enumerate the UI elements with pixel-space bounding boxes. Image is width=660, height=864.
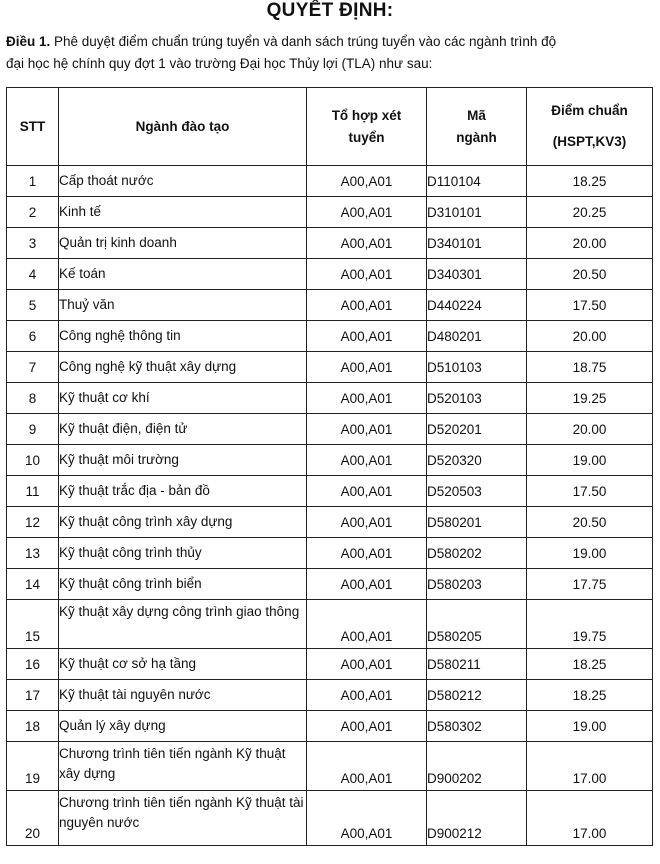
article-line-1 [6,31,660,53]
cell-stt: 17 [7,680,59,711]
table-row [7,476,653,507]
table-row [7,445,653,476]
cell-combo: A00,A01 [307,680,427,711]
table-row [7,166,653,197]
cell-score: 18.25 [527,680,653,711]
table-row [7,414,653,445]
header-major: Ngành đào tạo [59,88,307,166]
cell-stt: 5 [7,290,59,321]
cell-stt: 4 [7,259,59,290]
cell-score: 17.50 [527,290,653,321]
header-code [427,88,527,166]
table-row [7,742,653,791]
table-row [7,259,653,290]
cell-stt: 9 [7,414,59,445]
cell-stt: 14 [7,569,59,600]
table-row [7,507,653,538]
cell-score: 18.75 [527,352,653,383]
header-score [527,88,653,166]
cell-code: D520320 [427,445,527,476]
cell-combo: A00,A01 [307,383,427,414]
table-header-row [7,88,653,166]
cell-score: 19.00 [527,445,653,476]
cell-combo: A00,A01 [307,352,427,383]
cell-combo: A00,A01 [307,649,427,680]
cell-stt: 19 [7,742,59,791]
cell-score: 20.00 [527,321,653,352]
header-combo [307,88,427,166]
cell-code: D510103 [427,352,527,383]
cell-code: D520103 [427,383,527,414]
table-row [7,569,653,600]
table-row [7,680,653,711]
table-row [7,600,653,649]
cell-code: D900212 [427,791,527,846]
cell-major: Chương trình tiên tiến ngành Kỹ thuật xây dựng [59,742,307,791]
cell-major: Kỹ thuật công trình xây dựng [59,507,307,538]
cell-code: D340101 [427,228,527,259]
cell-combo: A00,A01 [307,476,427,507]
cell-stt: 18 [7,711,59,742]
table-row [7,290,653,321]
cell-stt: 15 [7,600,59,649]
cell-major: Kỹ thuật công trình biển [59,569,307,600]
cell-score: 20.50 [527,259,653,290]
article-text-1: Phê duyệt điểm chuẩn trúng tuyển và danh sách trúng tuyển vào các ngành trình độ [50,34,557,49]
cell-combo: A00,A01 [307,228,427,259]
header-combo-line2: tuyển [348,129,385,145]
cell-code: D520503 [427,476,527,507]
cell-combo: A00,A01 [307,569,427,600]
cell-score: 17.00 [527,742,653,791]
table-row [7,791,653,846]
cell-score: 19.25 [527,383,653,414]
cell-major: Quản trị kinh doanh [59,228,307,259]
cell-stt: 8 [7,383,59,414]
cell-score: 19.00 [527,538,653,569]
cell-code: D900202 [427,742,527,791]
cell-score: 17.00 [527,791,653,846]
cell-stt: 12 [7,507,59,538]
cell-code: D440224 [427,290,527,321]
cell-major: Kỹ thuật trắc địa - bản đồ [59,476,307,507]
cell-combo: A00,A01 [307,742,427,791]
cell-combo: A00,A01 [307,414,427,445]
table-body [7,166,653,846]
cell-major: Kỹ thuật cơ khí [59,383,307,414]
cell-stt: 11 [7,476,59,507]
cell-major: Thuỷ văn [59,290,307,321]
cell-stt: 3 [7,228,59,259]
cell-major: Kỹ thuật môi trường [59,445,307,476]
cell-code: D580205 [427,600,527,649]
admission-score-table [6,87,653,846]
cell-code: D580203 [427,569,527,600]
cell-stt: 7 [7,352,59,383]
cell-combo: A00,A01 [307,791,427,846]
article-label: Điều 1. [6,34,51,49]
cell-combo: A00,A01 [307,600,427,649]
table-row [7,321,653,352]
cell-major: Kỹ thuật công trình thủy [59,538,307,569]
header-code-line1: Mã [467,107,486,123]
cell-stt: 20 [7,791,59,846]
table-row [7,538,653,569]
cell-major: Quản lý xây dựng [59,711,307,742]
cell-code: D580202 [427,538,527,569]
page-title: QUYẾT ĐỊNH: [266,0,394,21]
cell-major: Kỹ thuật điện, điện tử [59,414,307,445]
table-row [7,352,653,383]
cell-score: 20.50 [527,507,653,538]
cell-combo: A00,A01 [307,197,427,228]
cell-stt: 1 [7,166,59,197]
cell-code: D580201 [427,507,527,538]
cell-stt: 6 [7,321,59,352]
cell-code: D580211 [427,649,527,680]
cell-combo: A00,A01 [307,445,427,476]
cell-stt: 16 [7,649,59,680]
cell-combo: A00,A01 [307,166,427,197]
header-score-line1: Điểm chuẩn [551,103,628,118]
cell-combo: A00,A01 [307,290,427,321]
table-row [7,197,653,228]
table-row [7,228,653,259]
cell-major: Kế toán [59,259,307,290]
article-paragraph [6,31,660,75]
cell-score: 20.00 [527,414,653,445]
table-row [7,649,653,680]
cell-combo: A00,A01 [307,538,427,569]
cell-major: Công nghệ thông tin [59,321,307,352]
header-stt: STT [7,88,59,166]
cell-combo: A00,A01 [307,711,427,742]
article-line-2: đại học hệ chính quy đợt 1 vào trường Đại học Thủy lợi (TLA) như sau: [6,56,433,71]
cell-major: Kỹ thuật xây dựng công trình giao thông [59,600,307,649]
cell-code: D580212 [427,680,527,711]
cell-code: D340301 [427,259,527,290]
cell-major: Chương trình tiên tiến ngành Kỹ thuật tài nguyên nước [59,791,307,846]
cell-score: 20.25 [527,197,653,228]
cell-combo: A00,A01 [307,507,427,538]
cell-combo: A00,A01 [307,259,427,290]
header-score-line2: (HSPT,KV3) [552,134,627,149]
cell-score: 18.25 [527,649,653,680]
cell-score: 20.00 [527,228,653,259]
cell-score: 17.75 [527,569,653,600]
cell-major: Cấp thoát nước [59,166,307,197]
cell-code: D310101 [427,197,527,228]
cell-score: 17.50 [527,476,653,507]
cell-major: Kỹ thuật cơ sở hạ tầng [59,649,307,680]
cell-code: D520201 [427,414,527,445]
header-code-line2: ngành [456,129,497,145]
header-combo-line1: Tổ hợp xét [331,107,402,123]
cell-major: Kỹ thuật tài nguyên nước [59,680,307,711]
cell-major: Công nghệ kỹ thuật xây dựng [59,352,307,383]
cell-code: D110104 [427,166,527,197]
table-row [7,383,653,414]
cell-code: D580302 [427,711,527,742]
cell-score: 18.25 [527,166,653,197]
cell-major: Kinh tế [59,197,307,228]
cell-score: 19.00 [527,711,653,742]
cell-code: D480201 [427,321,527,352]
cell-stt: 10 [7,445,59,476]
cell-stt: 2 [7,197,59,228]
cell-score: 19.75 [527,600,653,649]
table-row [7,711,653,742]
cell-stt: 13 [7,538,59,569]
cell-combo: A00,A01 [307,321,427,352]
